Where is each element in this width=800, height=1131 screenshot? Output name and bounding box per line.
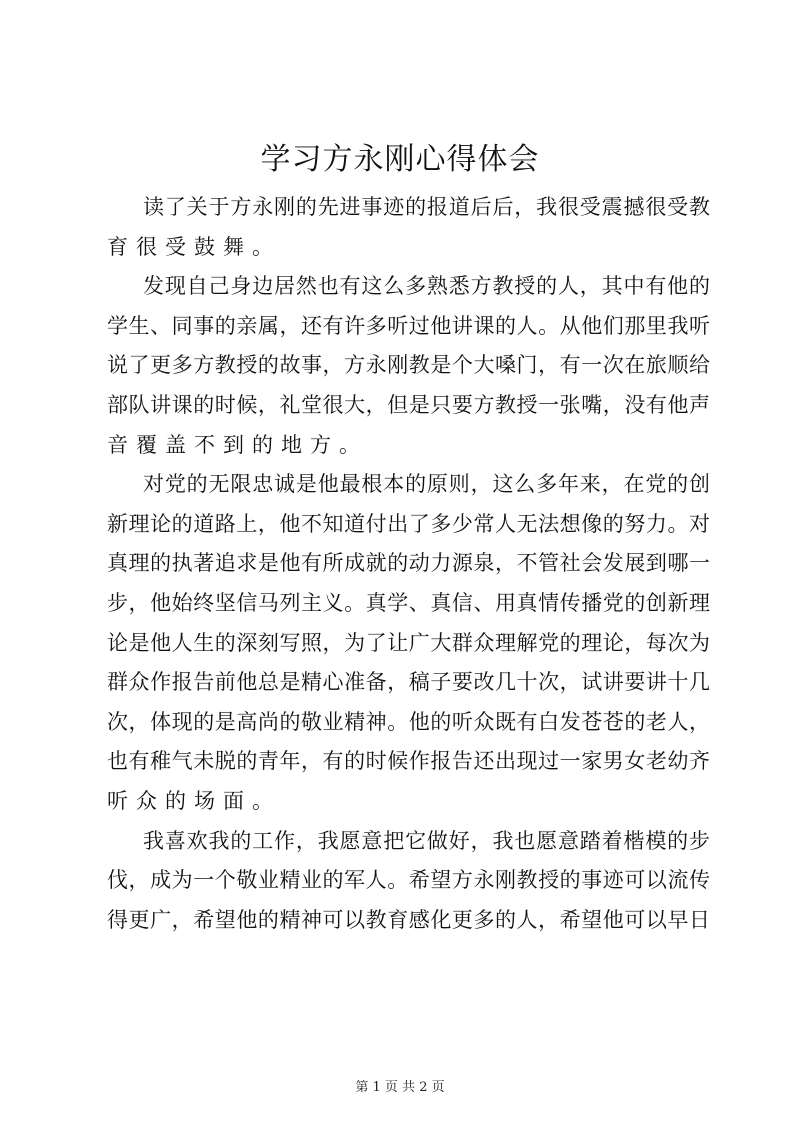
text-line: 学生、同事的亲属，还有许多听过他讲课的人。从他们那里我听 bbox=[107, 313, 710, 338]
text-line: 真理的执著追求是他有所成就的动力源泉，不管社会发展到哪一 bbox=[107, 551, 710, 576]
text-line: 听众的场面。 bbox=[107, 788, 281, 813]
text-line: 音覆盖不到的地方。 bbox=[107, 432, 368, 457]
text-line: 读了关于方永刚的先进事迹的报道后后，我很受震撼很受教 bbox=[143, 195, 710, 219]
text-line: 新理论的道路上，他不知道付出了多少常人无法想像的努力。对 bbox=[107, 511, 710, 536]
paragraph bbox=[107, 267, 710, 465]
paragraph bbox=[107, 822, 710, 941]
text-line: 说了更多方教授的故事，方永刚教是个大嗓门，有一次在旅顺给 bbox=[107, 353, 710, 378]
text-line: 也有稚气未脱的青年，有的时候作报告还出现过一家男女老幼齐 bbox=[107, 749, 710, 774]
page-footer: 第 1 页 共 2 页 bbox=[355, 1080, 445, 1095]
text-line: 得更广，希望他的精神可以教育感化更多的人，希望他可以早日 bbox=[107, 907, 710, 932]
paragraph bbox=[107, 465, 710, 821]
text-line: 伐，成为一个敬业精业的军人。希望方永刚教授的事迹可以流传 bbox=[107, 868, 710, 893]
text-line: 步，他始终坚信马列主义。真学、真信、用真情传播党的创新理 bbox=[107, 590, 710, 615]
text-line: 我喜欢我的工作，我愿意把它做好，我也愿意踏着楷模的步 bbox=[143, 828, 710, 853]
text-line: 群众作报告前他总是精心准备，稿子要改几十次，试讲要讲十几 bbox=[107, 670, 710, 695]
text-line: 育很受鼓舞。 bbox=[107, 234, 281, 259]
text-line: 部队讲课的时候，礼堂很大，但是只要方教授一张嘴，没有他声 bbox=[107, 392, 710, 417]
text-line: 发现自己身边居然也有这么多熟悉方教授的人，其中有他的 bbox=[143, 274, 710, 299]
text-line: 论是他人生的深刻写照，为了让广大群众理解党的理论，每次为 bbox=[107, 630, 710, 655]
document-body bbox=[107, 188, 710, 940]
text-line: 对党的无限忠诚是他最根本的原则，这么多年来，在党的创 bbox=[143, 472, 710, 497]
text-line: 次，体现的是高尚的敬业精神。他的听众既有白发苍苍的老人， bbox=[107, 709, 710, 734]
paragraph bbox=[107, 188, 710, 267]
document-title: 学习方永刚心得体会 bbox=[260, 142, 540, 177]
